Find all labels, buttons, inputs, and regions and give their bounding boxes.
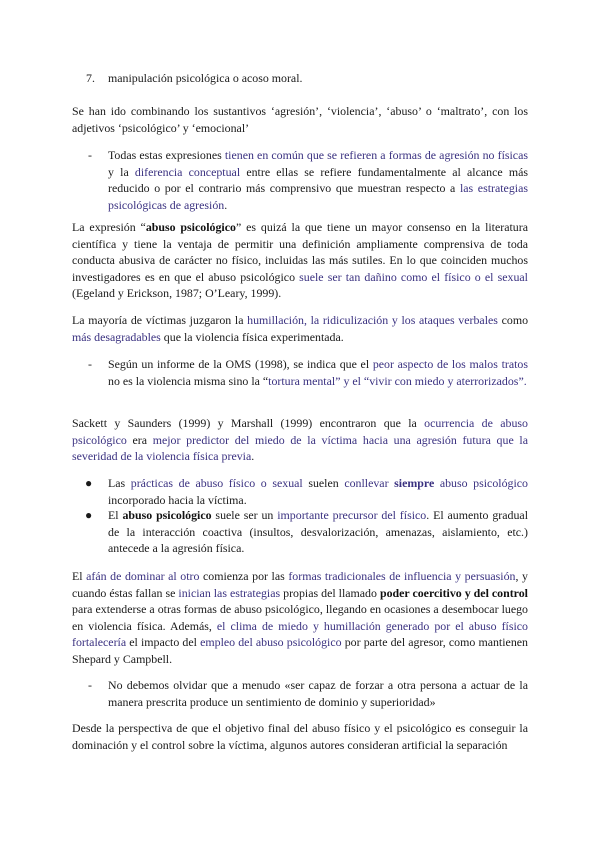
paragraph-3: [72, 312, 528, 345]
text-run: para extenderse a otras formas de abuso psicológico, llegando en ocasiones a desembocar luego en violencia física. Además,: [72, 602, 528, 633]
text-run: .: [224, 197, 228, 212]
paragraph-5: [72, 568, 528, 668]
text-run: comienza por las: [199, 569, 289, 583]
text-run: el impacto del: [126, 635, 201, 650]
highlight-phrase: vivir con miedo y aterrorizados: [369, 373, 519, 388]
highlight-phrase: empleo del abuso psicológico: [200, 635, 342, 650]
highlight-phrase: humillación, la ridiculización y los ataques verbales: [247, 313, 498, 327]
highlight-phrase: suele ser tan dañino como el físico o el sexual: [299, 269, 528, 284]
highlight-phrase: prácticas de abuso físico o sexual: [130, 476, 303, 490]
dash-marker: -: [88, 148, 92, 162]
text-run: ” es quizá la que tiene un mayor consenso en la literatura científica y tiene la ventaja de permitir una definición ampliamente comprensiva de toda conducta abusiva de carácter no físico, incluidas las más sutiles. En lo que coinciden muchos investigadores es en que el abuso psicológico: [72, 220, 528, 284]
highlight-phrase: afán de dominar al otro: [86, 569, 200, 583]
dash-item-1: [88, 147, 528, 213]
text-run: , y cuando éstas fallan se: [72, 569, 528, 600]
quote-mark: ”.: [518, 373, 527, 388]
citation-text: (Egeland y Erickson, 1987; O’Leary, 1999).: [72, 286, 282, 301]
bold-term: abuso psicológico: [122, 508, 212, 522]
text-run: El: [108, 508, 123, 522]
text-run: y la: [108, 164, 135, 179]
highlight-phrase: tienen en común que se refieren a formas de agresión no físicas: [224, 148, 528, 162]
text-run: entre ellas se refiere fundamentalmente al alcance más reducido o por el contrario más comprensivo que muestran respecto a: [108, 164, 528, 196]
bold-term: siempre: [394, 476, 435, 490]
bullet-item-2: [85, 507, 528, 557]
dash-item-3: [88, 677, 528, 710]
paragraph-text: Se han ido combinando los sustantivos ‘agresión’, ‘violencia’, ‘abuso’ o ‘maltrato’, con los adjetivos ‘psicológico’ y ‘emocional’: [72, 104, 528, 135]
text-run: suelen: [302, 476, 345, 490]
text-run: Las: [108, 476, 131, 490]
text-run: suele ser un: [211, 508, 278, 522]
highlight-phrase: abuso psicológico: [434, 476, 528, 490]
quote-text: No debemos olvidar que a menudo «ser capaz de forzar a otra persona a actuar de la manera prescrita produce un sentimiento de dominio y superioridad»: [108, 678, 528, 709]
text-run: Todas estas expresiones: [108, 148, 225, 162]
text-run: no es la violencia misma sino la “: [108, 373, 269, 388]
highlight-phrase: las estrategias psicológicas de agresión: [108, 181, 528, 212]
dash-marker: -: [88, 357, 92, 371]
text-run: La mayoría de víctimas juzgaron la: [72, 313, 248, 327]
text-run: era: [126, 432, 153, 447]
text-run: por parte del agresor, como mantienen Shepard y Campbell.: [72, 635, 528, 666]
text-run: .: [251, 449, 255, 464]
dash-marker: -: [88, 678, 92, 692]
highlight-phrase: el clima de miedo y humillación generado por el abuso físico fortalecería: [72, 618, 528, 650]
highlight-phrase: inician las estrategias: [178, 585, 281, 600]
bullet-marker: ●: [85, 508, 93, 522]
bullet-item-1: [85, 475, 528, 508]
highlight-phrase: mejor predictor del miedo de la víctima hacia una agresión futura que la severidad de la violencia física previa: [72, 432, 528, 464]
text-run: . El aumento gradual de la interacción coactiva (insultos, desvalorización, amenazas, aislamiento, etc.) antecede a la agresión física.: [108, 508, 528, 556]
highlight-phrase: formas tradicionales de influencia y persuasión: [288, 569, 516, 583]
highlight-phrase: tortura mental: [268, 373, 336, 388]
paragraph-6: [72, 720, 528, 753]
paragraph-2: [72, 219, 528, 302]
bold-term: abuso psicológico: [145, 220, 236, 234]
highlight-phrase: peor aspecto de los malos tratos: [372, 357, 528, 371]
quote-mark: ” y el “: [335, 373, 370, 388]
bullet-marker: ●: [85, 476, 93, 490]
text-run: Sackett y Saunders (1999) y Marshall (1999) encontraron que la: [72, 416, 425, 430]
highlight-phrase: más desagradables: [72, 329, 161, 344]
text-run: El: [72, 569, 87, 583]
paragraph-1: [72, 103, 528, 136]
text-run: como: [497, 313, 529, 327]
paragraph-text: Desde la perspectiva de que el objetivo final del abuso físico y el psicológico es conseguir la dominación y el control sobre la víctima, algunos autores consideran artificial la separación: [72, 721, 528, 752]
highlight-phrase: conllevar: [344, 476, 395, 490]
text-run: Según un informe de la OMS (1998), se indica que el: [108, 357, 373, 371]
bold-term: poder coercitivo y del control: [379, 585, 528, 600]
highlight-phrase: diferencia conceptual: [134, 164, 241, 179]
text-run: La expresión “: [72, 220, 146, 234]
text-run: que la violencia física experimentada.: [160, 329, 344, 344]
list-number: 7.: [86, 71, 95, 85]
highlight-phrase: importante precursor del físico: [277, 508, 427, 522]
numbered-list-item: [86, 70, 528, 87]
highlight-phrase: ocurrencia de abuso psicológico: [72, 416, 528, 447]
text-run: propias del llamado: [280, 585, 380, 600]
list-item-text: manipulación psicológica o acoso moral.: [108, 71, 303, 85]
paragraph-4: [72, 415, 528, 465]
dash-item-2: [88, 356, 528, 389]
text-run: incorporado hacia la víctima.: [108, 492, 247, 507]
